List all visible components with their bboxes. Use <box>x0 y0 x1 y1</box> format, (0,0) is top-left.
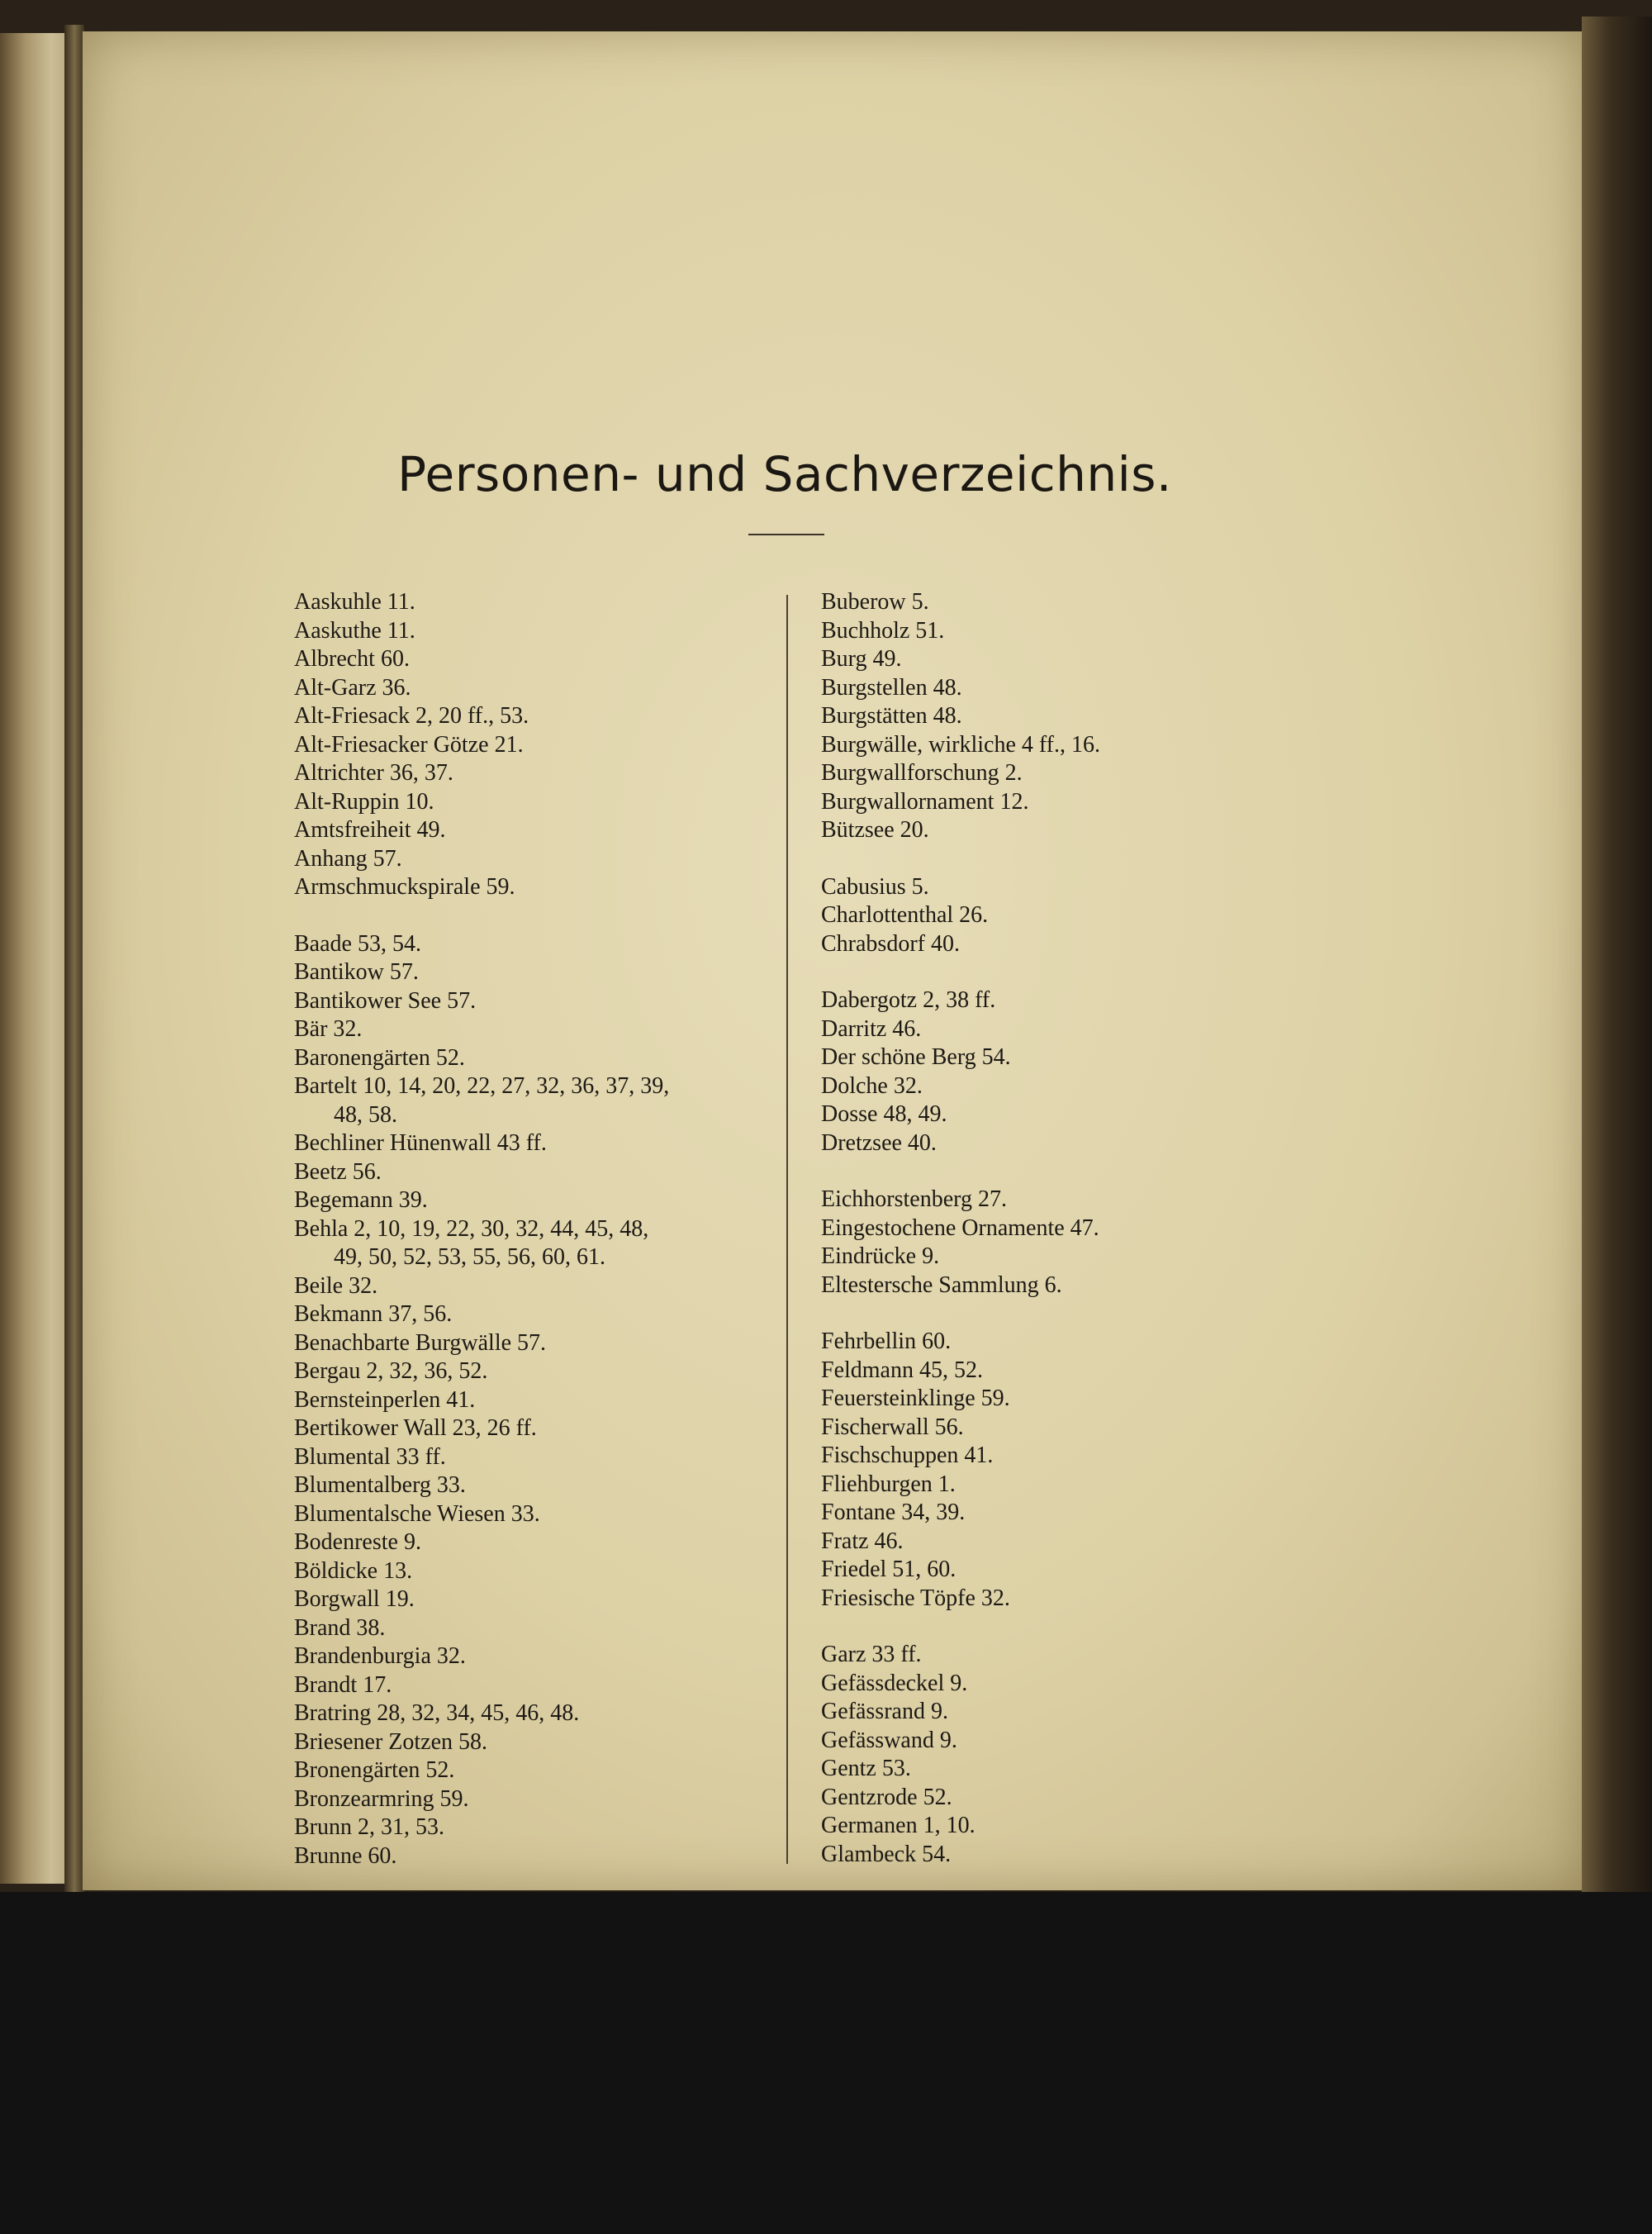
index-entry: Bergau 2, 32, 36, 52. <box>294 1358 488 1384</box>
index-entry: Armschmuckspirale 59. <box>294 874 515 900</box>
scan-background <box>0 1892 1652 2234</box>
index-entry: Bützsee 20. <box>821 817 929 843</box>
index-entry: Baronengärten 52. <box>294 1044 465 1071</box>
title-divider <box>748 534 824 535</box>
index-entry: Brandenburgia 32. <box>294 1643 466 1669</box>
index-entry: Dabergotz 2, 38 ff. <box>821 987 996 1013</box>
index-entry: Bantikow 57. <box>294 959 419 985</box>
index-entry: Feuersteinklinge 59. <box>821 1386 1010 1411</box>
index-entry: Fischerwall 56. <box>821 1414 964 1440</box>
index-entry: Bodenreste 9. <box>294 1529 421 1555</box>
index-column-right <box>821 588 1209 1869</box>
index-entry: Burgwallornament 12. <box>821 788 1029 815</box>
index-entry: Böldicke 13. <box>294 1557 413 1584</box>
index-entry: Albrecht 60. <box>294 646 410 672</box>
index-entry: Bernsteinperlen 41. <box>294 1386 476 1413</box>
index-entry: Blumental 33 ff. <box>294 1443 446 1470</box>
index-entry: Gentz 53. <box>821 1756 911 1781</box>
index-entry: Burgstätten 48. <box>821 703 962 729</box>
index-entry: Fliehburgen 1. <box>821 1471 956 1497</box>
index-entry: Der schöne Berg 54. <box>821 1044 1011 1070</box>
index-entry: Eichhorstenberg 27. <box>821 1186 1007 1212</box>
index-entry: Burg 49. <box>821 646 902 672</box>
group-spacer <box>294 902 781 930</box>
index-entry: Buberow 5. <box>821 589 929 615</box>
index-entry: Gefässdeckel 9. <box>821 1670 968 1696</box>
index-entry: Eingestochene Ornamente 47. <box>821 1214 1099 1241</box>
index-entry: Cabusius 5. <box>821 873 929 900</box>
index-entry: Anhang 57. <box>294 845 402 872</box>
index-entry: Fehrbellin 60. <box>821 1329 952 1354</box>
group-spacer <box>821 1157 1209 1186</box>
column-divider <box>786 595 788 1864</box>
index-entry: Alt-Friesacker Götze 21. <box>294 731 524 758</box>
index-entry: Altrichter 36, 37. <box>294 760 453 786</box>
index-entry: Blumentalsche Wiesen 33. <box>294 1500 540 1527</box>
index-entry: Bronzearmring 59. <box>294 1785 469 1812</box>
index-entry: 49, 50, 52, 53, 55, 56, 60, 61. <box>334 1244 605 1270</box>
index-entry: Darritz 46. <box>821 1015 922 1042</box>
index-entry: Friesische Töpfe 32. <box>821 1585 1010 1611</box>
index-entry: Fontane 34, 39. <box>821 1500 966 1525</box>
index-entry: Aaskuthe 11. <box>294 617 415 644</box>
index-entry: Bekmann 37, 56. <box>294 1301 453 1327</box>
index-entry: Burgstellen 48. <box>821 674 962 701</box>
index-entry: Buchholz 51. <box>821 617 945 644</box>
index-entry: Begemann 39. <box>294 1187 428 1213</box>
index-entry: Garz 33 ff. <box>821 1642 922 1667</box>
group-spacer <box>821 958 1209 986</box>
index-entry: Behla 2, 10, 19, 22, 30, 32, 44, 45, 48, <box>294 1215 649 1242</box>
index-entry: Alt-Garz 36. <box>294 674 411 701</box>
index-entry: Gefässwand 9. <box>821 1727 957 1753</box>
index-entry: Brunn 2, 31, 53. <box>294 1814 444 1840</box>
index-entry: Beile 32. <box>294 1272 378 1299</box>
index-entry: Burgwallforschung 2. <box>821 760 1023 786</box>
index-entry: Feldmann 45, 52. <box>821 1357 983 1383</box>
book-cover-edge <box>1582 17 1652 1908</box>
index-entry: Germanen 1, 10. <box>821 1813 976 1838</box>
index-entry: Bronengärten 52. <box>294 1757 455 1783</box>
index-entry: Bär 32. <box>294 1016 363 1042</box>
book-gutter <box>64 25 84 1900</box>
index-entry: Bantikower See 57. <box>294 987 477 1014</box>
index-entry: Bechliner Hünenwall 43 ff. <box>294 1130 547 1156</box>
index-entry: Friedel 51, 60. <box>821 1557 957 1582</box>
index-entry: Bartelt 10, 14, 20, 22, 27, 32, 36, 37, 39, <box>294 1073 670 1099</box>
index-entry: Glambeck 54. <box>821 1841 952 1867</box>
index-column-left <box>294 588 781 1870</box>
index-entry: Alt-Ruppin 10. <box>294 788 434 815</box>
group-spacer <box>821 1613 1209 1641</box>
previous-page-edge <box>0 33 73 1884</box>
index-entry: Bratring 28, 32, 34, 45, 46, 48. <box>294 1700 580 1726</box>
index-entry: Charlottenthal 26. <box>821 902 989 928</box>
index-entry: Dosse 48, 49. <box>821 1101 947 1127</box>
page-title: Personen- und Sachverzeichnis. <box>397 446 1172 502</box>
index-entry: 48, 58. <box>334 1101 397 1128</box>
index-entry: Briesener Zotzen 58. <box>294 1728 488 1755</box>
index-entry: Amtsfreiheit 49. <box>294 817 446 843</box>
index-entry: Dretzsee 40. <box>821 1129 937 1156</box>
index-entry: Bertikower Wall 23, 26 ff. <box>294 1415 537 1441</box>
index-entry: Brand 38. <box>294 1614 386 1641</box>
index-entry: Borgwall 19. <box>294 1586 415 1612</box>
group-spacer <box>821 845 1209 873</box>
index-entry: Gefässrand 9. <box>821 1699 948 1724</box>
index-entry: Burgwälle, wirkliche 4 ff., 16. <box>821 731 1101 758</box>
index-entry: Eltestersche Sammlung 6. <box>821 1271 1062 1298</box>
index-entry: Baade 53, 54. <box>294 930 421 957</box>
index-entry: Fischschuppen 41. <box>821 1443 994 1468</box>
index-entry: Alt-Friesack 2, 20 ff., 53. <box>294 703 529 729</box>
index-entry: Aaskuhle 11. <box>294 589 415 615</box>
index-entry: Fratz 46. <box>821 1528 904 1554</box>
index-entry: Benachbarte Burgwälle 57. <box>294 1329 547 1356</box>
index-entry: Gentzrode 52. <box>821 1784 952 1810</box>
index-entry: Beetz 56. <box>294 1158 382 1185</box>
index-entry: Brunne 60. <box>294 1842 397 1869</box>
index-entry: Brandt 17. <box>294 1671 392 1698</box>
index-entry: Eindrücke 9. <box>821 1243 940 1269</box>
index-entry: Chrabsdorf 40. <box>821 930 960 957</box>
index-entry: Blumentalberg 33. <box>294 1472 466 1498</box>
group-spacer <box>821 1300 1209 1328</box>
index-entry: Dolche 32. <box>821 1072 923 1099</box>
